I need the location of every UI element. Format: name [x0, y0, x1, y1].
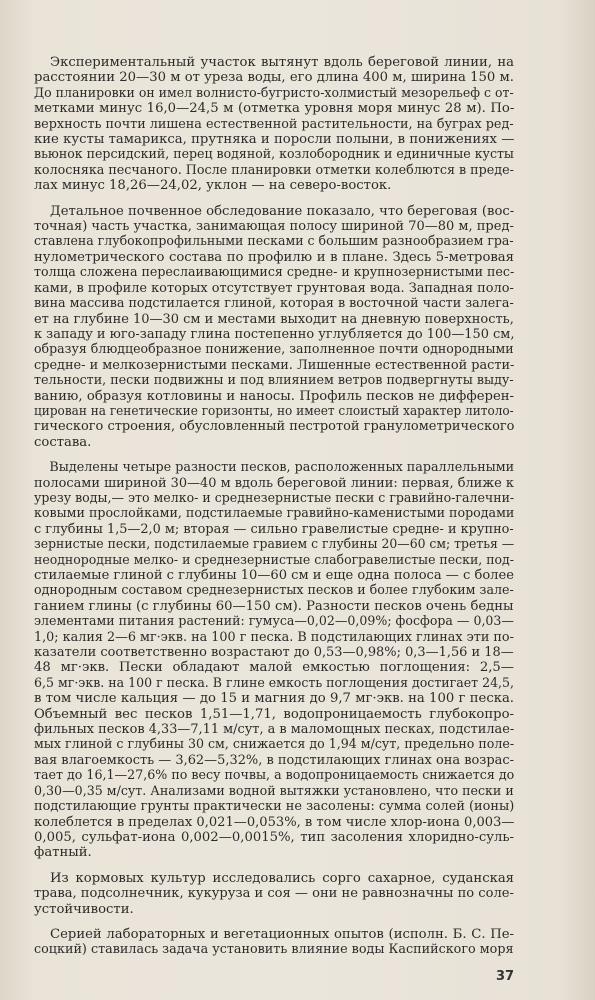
text-line: в том числе кальция — до 15 и магния до 9,7 мг·экв. на 100 г песка. — [34, 691, 514, 707]
paragraph — [34, 871, 514, 917]
text-line: устойчивости. — [34, 901, 134, 917]
text-line: ганием глины (с глубины 60—150 см). Разности песков очень бедны — [34, 598, 514, 614]
text-line: ставлена глубокопрофильными песками с большим разнообразием гра- — [34, 234, 514, 250]
text-line: До планировки он имел волнисто-бугристо-холмистый мезорельеф с от- — [34, 85, 514, 101]
text-line: соцкий) ставилась задача установить влияние воды Каспийского моря — [34, 942, 514, 958]
text-line: элементами питания растений: гумуса—0,02—0,09%; фосфора — 0,03— — [34, 614, 514, 630]
paragraph — [34, 55, 514, 194]
paragraph — [34, 460, 514, 861]
text-line: урезу воды,— это мелко- и среднезернистые пески с гравийно-галечни- — [34, 490, 515, 506]
text-line: 0,005, сульфат-иона 0,002—0,0015%, тип засоления хлоридно-суль- — [34, 829, 514, 845]
body-text — [34, 55, 514, 968]
text-line: гического строения, обусловленный пестротой гранулометрического — [34, 419, 515, 435]
text-line: толща сложена переслаивающимися средне- и крупнозернистыми пес- — [34, 265, 515, 281]
text-line: точная) часть участка, занимающая полосу шириной 70—80 м, пред- — [34, 219, 514, 235]
text-line: ковыми прослойками, подстилаемые гравийно-каменистыми породами — [34, 506, 515, 522]
text-line: цирован на генетические горизонты, но имеет слоистый характер литоло- — [34, 403, 514, 419]
text-line: с глубины 1,5—2,0 м; вторая — сильно гравелистые средне- и крупно- — [34, 521, 514, 537]
text-line: 1,0; калия 2—6 мг·экв. на 100 г песка. В подстилающих глинах эти по- — [34, 629, 514, 645]
text-line: тельности, пески подвижны и под влиянием ветров подвергнуты выду- — [34, 373, 514, 389]
text-line: вьюнок персидский, перец водяной, козлобородник и единичные кусты — [34, 147, 514, 163]
text-line: Серией лабораторных и вегетационных опытов (исполн. Б. С. Пе- — [50, 926, 514, 942]
text-line: кие кусты тамарикса, прутняка и поросли полыни, в понижениях — — [34, 132, 515, 148]
text-line: зернистые пески, подстилаемые гравием с глубины 20—60 см; третья — — [34, 537, 515, 553]
text-line: вая влагоемкость — 3,62—5,32%, в подстилающих глинах она возрас- — [34, 752, 514, 768]
text-line: фатный. — [34, 845, 92, 861]
page-number: 37 — [496, 969, 515, 984]
text-line: 0,30—0,35 м/сут. Анализами водной вытяжки установлено, что пески и — [34, 783, 514, 799]
text-line: Выделены четыре разности песков, расположенных параллельными — [49, 460, 515, 476]
text-line: Объемный вес песков 1,51—1,71, водопроницаемость глубокопро- — [34, 706, 514, 722]
text-line: ванию, образуя котловины и наносы. Профиль песков не дифферен- — [34, 388, 514, 404]
text-line: образуя блюдцеобразное понижение, заполненное почти однородными — [34, 342, 514, 358]
text-line: однородным составом среднезернистых песков и более глубоким зале- — [34, 583, 514, 599]
text-line: подстилающие грунты практически не засолены: сумма солей (ионы) — [34, 799, 515, 815]
text-line: Детальное почвенное обследование показало, что береговая (вос- — [50, 203, 515, 219]
paragraph — [34, 204, 514, 451]
text-line: состава. — [34, 434, 92, 450]
text-line: метками минус 16,0—24,5 м (отметка уровня моря минус 28 м). По- — [34, 101, 515, 117]
text-line: колеблется в пределах 0,021—0,053%, в том числе хлор-иона 0,003— — [34, 814, 515, 830]
text-line: расстоянии 20—30 м от уреза воды, его длина 400 м, ширина 150 м. — [34, 70, 514, 86]
text-line: лах минус 18,26—24,02, уклон — на северо-восток. — [34, 178, 392, 194]
text-line: Экспериментальный участок вытянут вдоль береговой линии, на — [50, 55, 514, 70]
text-line: ет на глубине 10—30 см и местами выходит на дневную поверхность, — [34, 311, 514, 327]
text-line: неоднородные мелко- и среднезернистые слабогравелистые пески, под- — [34, 552, 514, 568]
text-line: верхность почти лишена естественной растительности, на буграх ред- — [34, 116, 514, 132]
text-line: ками, в профиле которых отсутствует грунтовая вода. Западная поло- — [34, 280, 514, 296]
text-line: тает до 16,1—27,6% по весу почвы, а водопроницаемость снижается до — [34, 768, 515, 784]
text-line: казатели соответственно возрастают до 0,53—0,98%; 0,3—1,56 и 18— — [34, 645, 514, 661]
text-line: средне- и мелкозернистыми песками. Лишенные естественной расти- — [34, 357, 515, 373]
text-line: нулометрического состава по профилю и в плане. Здесь 5-метровая — [34, 249, 514, 265]
text-line: колосняка песчаного. После планировки отметки колеблются в преде- — [34, 162, 514, 178]
paragraph — [34, 927, 514, 958]
text-line: 6,5 мг·экв. на 100 г песка. В глине емкость поглощения достигает 24,5, — [34, 675, 515, 691]
text-line: Из кормовых культур исследовались сорго сахарное, суданская — [50, 870, 514, 886]
text-line: полосами шириной 30—40 м вдоль береговой линии: первая, ближе к — [34, 475, 515, 491]
text-line: к западу и юго-западу глина постепенно углубляется до 100—150 см, — [34, 326, 515, 342]
text-line: стилаемые глиной с глубины 10—60 см и еще одна полоса — с более — [34, 568, 514, 583]
text-line: фильных песков 4,33—7,11 м/сут, а в маломощных песках, подстилае- — [34, 722, 515, 738]
text-line: трава, подсолнечник, кукуруза и соя — они не равнозначны по соле- — [34, 886, 514, 902]
text-line: 48 мг·экв. Пески обладают малой емкостью поглощения: 2,5— — [34, 660, 514, 676]
text-line: вина массива подстилается глиной, которая в восточной части залега- — [34, 296, 514, 312]
text-line: мых глиной с глубины 30 см, снижается до 1,94 м/сут, предельно поле- — [34, 737, 515, 753]
